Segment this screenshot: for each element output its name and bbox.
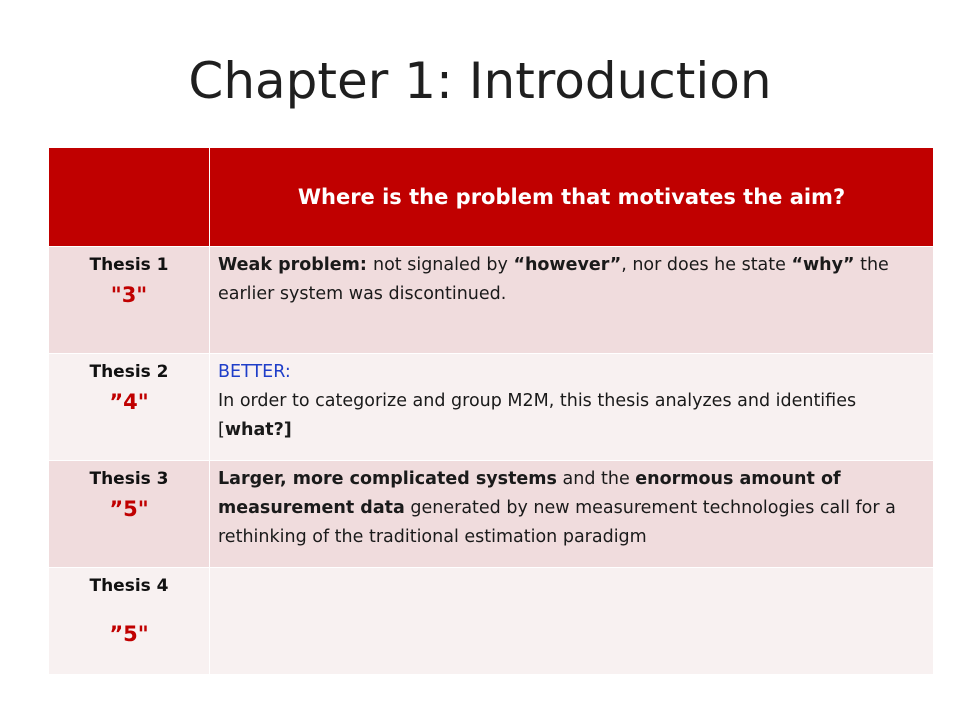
better-label: BETTER:	[218, 362, 291, 382]
comment-text: In order to categorize and group M2M, this thesis analyzes and identifies [	[218, 391, 857, 440]
thesis-comment	[210, 461, 934, 568]
thesis-score: ”5"	[109, 497, 149, 521]
thesis-table	[48, 147, 934, 675]
thesis-label-cell	[49, 354, 210, 461]
thesis-label-cell	[49, 247, 210, 354]
thesis-comment	[210, 354, 934, 461]
comment-text: generated by new measurement technologies call for a rethinking of the traditional estimation paradigm	[218, 498, 896, 547]
comment-emphasis: Weak problem:	[218, 255, 373, 275]
table-row	[49, 354, 934, 461]
thesis-score: ”5"	[109, 622, 149, 646]
comment-emphasis: Larger, more complicated systems	[218, 469, 557, 489]
comment-emphasis: what?]	[224, 420, 292, 440]
thesis-comment	[210, 247, 934, 354]
thesis-name: Thesis 4	[89, 576, 169, 596]
table-row	[49, 568, 934, 675]
comment-text: and the	[556, 469, 636, 489]
comment-emphasis: enormous amount of measurement data	[218, 469, 841, 518]
comment-text: , nor does he state	[621, 255, 792, 275]
thesis-score: ”4"	[109, 390, 149, 414]
header-question: Where is the problem that motivates the aim?	[210, 148, 934, 247]
comment-text: not signaled by	[373, 255, 514, 275]
table-row	[49, 247, 934, 354]
thesis-label-cell	[49, 568, 210, 675]
thesis-name: Thesis 1	[89, 255, 169, 275]
header-row	[49, 148, 934, 247]
thesis-label-cell	[49, 461, 210, 568]
thesis-name: Thesis 3	[89, 469, 169, 489]
slide-title: Chapter 1: Introduction	[188, 52, 772, 110]
table-row	[49, 461, 934, 568]
comment-emphasis: “however”	[513, 255, 622, 275]
comment-emphasis: “why”	[791, 255, 855, 275]
thesis-score: "3"	[110, 283, 148, 307]
thesis-comment	[210, 568, 934, 675]
thesis-name: Thesis 2	[89, 362, 169, 382]
header-empty-cell	[49, 148, 210, 247]
comment-text: the earlier system was discontinued.	[218, 255, 889, 304]
